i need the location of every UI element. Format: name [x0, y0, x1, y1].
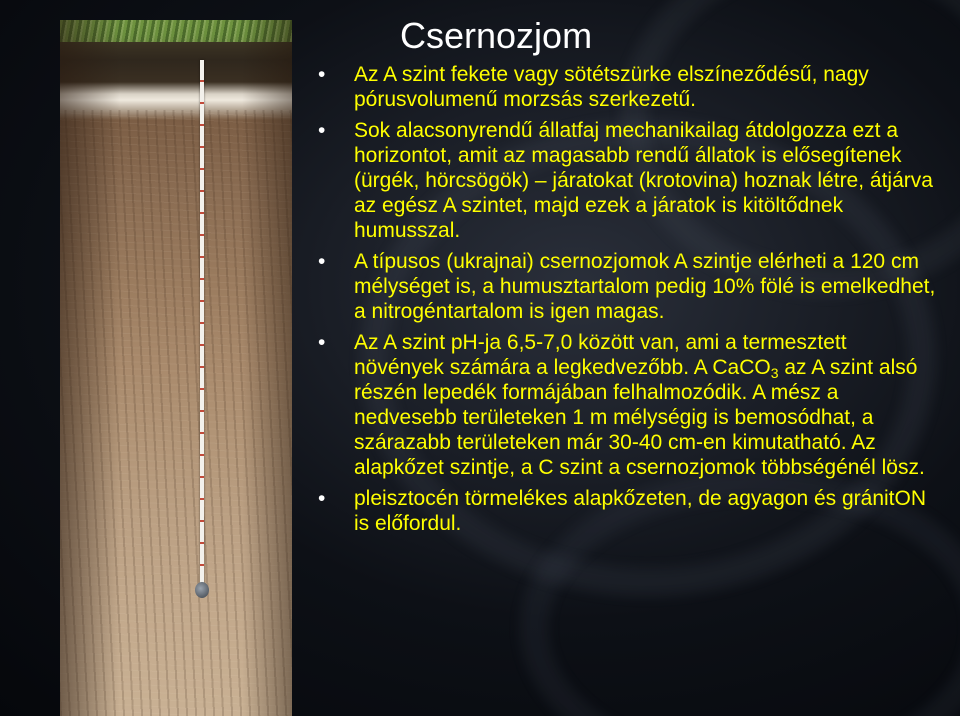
soil-profile-photo: [60, 20, 292, 716]
bullet-item: [318, 62, 938, 112]
subscript-3: 3: [770, 365, 779, 381]
bullet-icon: •: [318, 487, 326, 510]
bullet-item: [318, 330, 938, 480]
bullet-text: Az A szint fekete vagy sötétszürke elszíneződésű, nagy pórusvolumenű morzsás szerkezetű.: [354, 63, 869, 111]
bullet-text: pleisztocén törmelékes alapkőzeten, de agyagon és gránitON is előfordul.: [354, 487, 927, 535]
photo-shade: [60, 20, 120, 716]
bullet-item: [318, 118, 938, 243]
bullet-icon: •: [318, 331, 326, 354]
bullet-icon: •: [318, 250, 326, 273]
bullet-icon: •: [318, 63, 326, 86]
slide-title: Csernozjom: [400, 15, 593, 56]
bullet-text-part: Az A szint pH-ja 6,5-7,0 között van, ami a termesztett növények számára a legkedvezőbb. A CaCO: [354, 331, 847, 379]
bullet-item: [318, 486, 938, 536]
bullet-list: [318, 62, 938, 542]
bullet-text: [354, 330, 938, 480]
measuring-rod: [200, 60, 204, 590]
bullet-icon: •: [318, 119, 326, 142]
measuring-rod-end: [195, 582, 209, 598]
photo-shade: [242, 20, 292, 716]
bullet-item: [318, 249, 938, 324]
bullet-text: A típusos (ukrajnai) csernozjomok A szintje elérheti a 120 cm mélységet is, a humusztartalom pedig 10% fölé is emelkedhet, a nitrogéntartalom is igen magas.: [354, 250, 936, 323]
bullet-text-part: az A szint alsó részén lepedék formájában felhalmozódik. A mész a nedvesebb területeken 1 m mélységig is bemosódhat, a szárazabb területeken már 30-40 cm-en kimutatható. Az alapkőzet szintje, a C szint a csernozjomok többségénél lösz.: [354, 356, 925, 479]
bullet-text: Sok alacsonyrendű állatfaj mechanikailag átdolgozza ezt a horizontot, amit az magasabb rendű állatok is elősegítenek (ürgék, hörcsögök) – járatokat (krotovina) hoznak létre, átjárva az egész A szintet, majd ezek a járatok is kitöltődnek humusszal.: [354, 119, 933, 242]
